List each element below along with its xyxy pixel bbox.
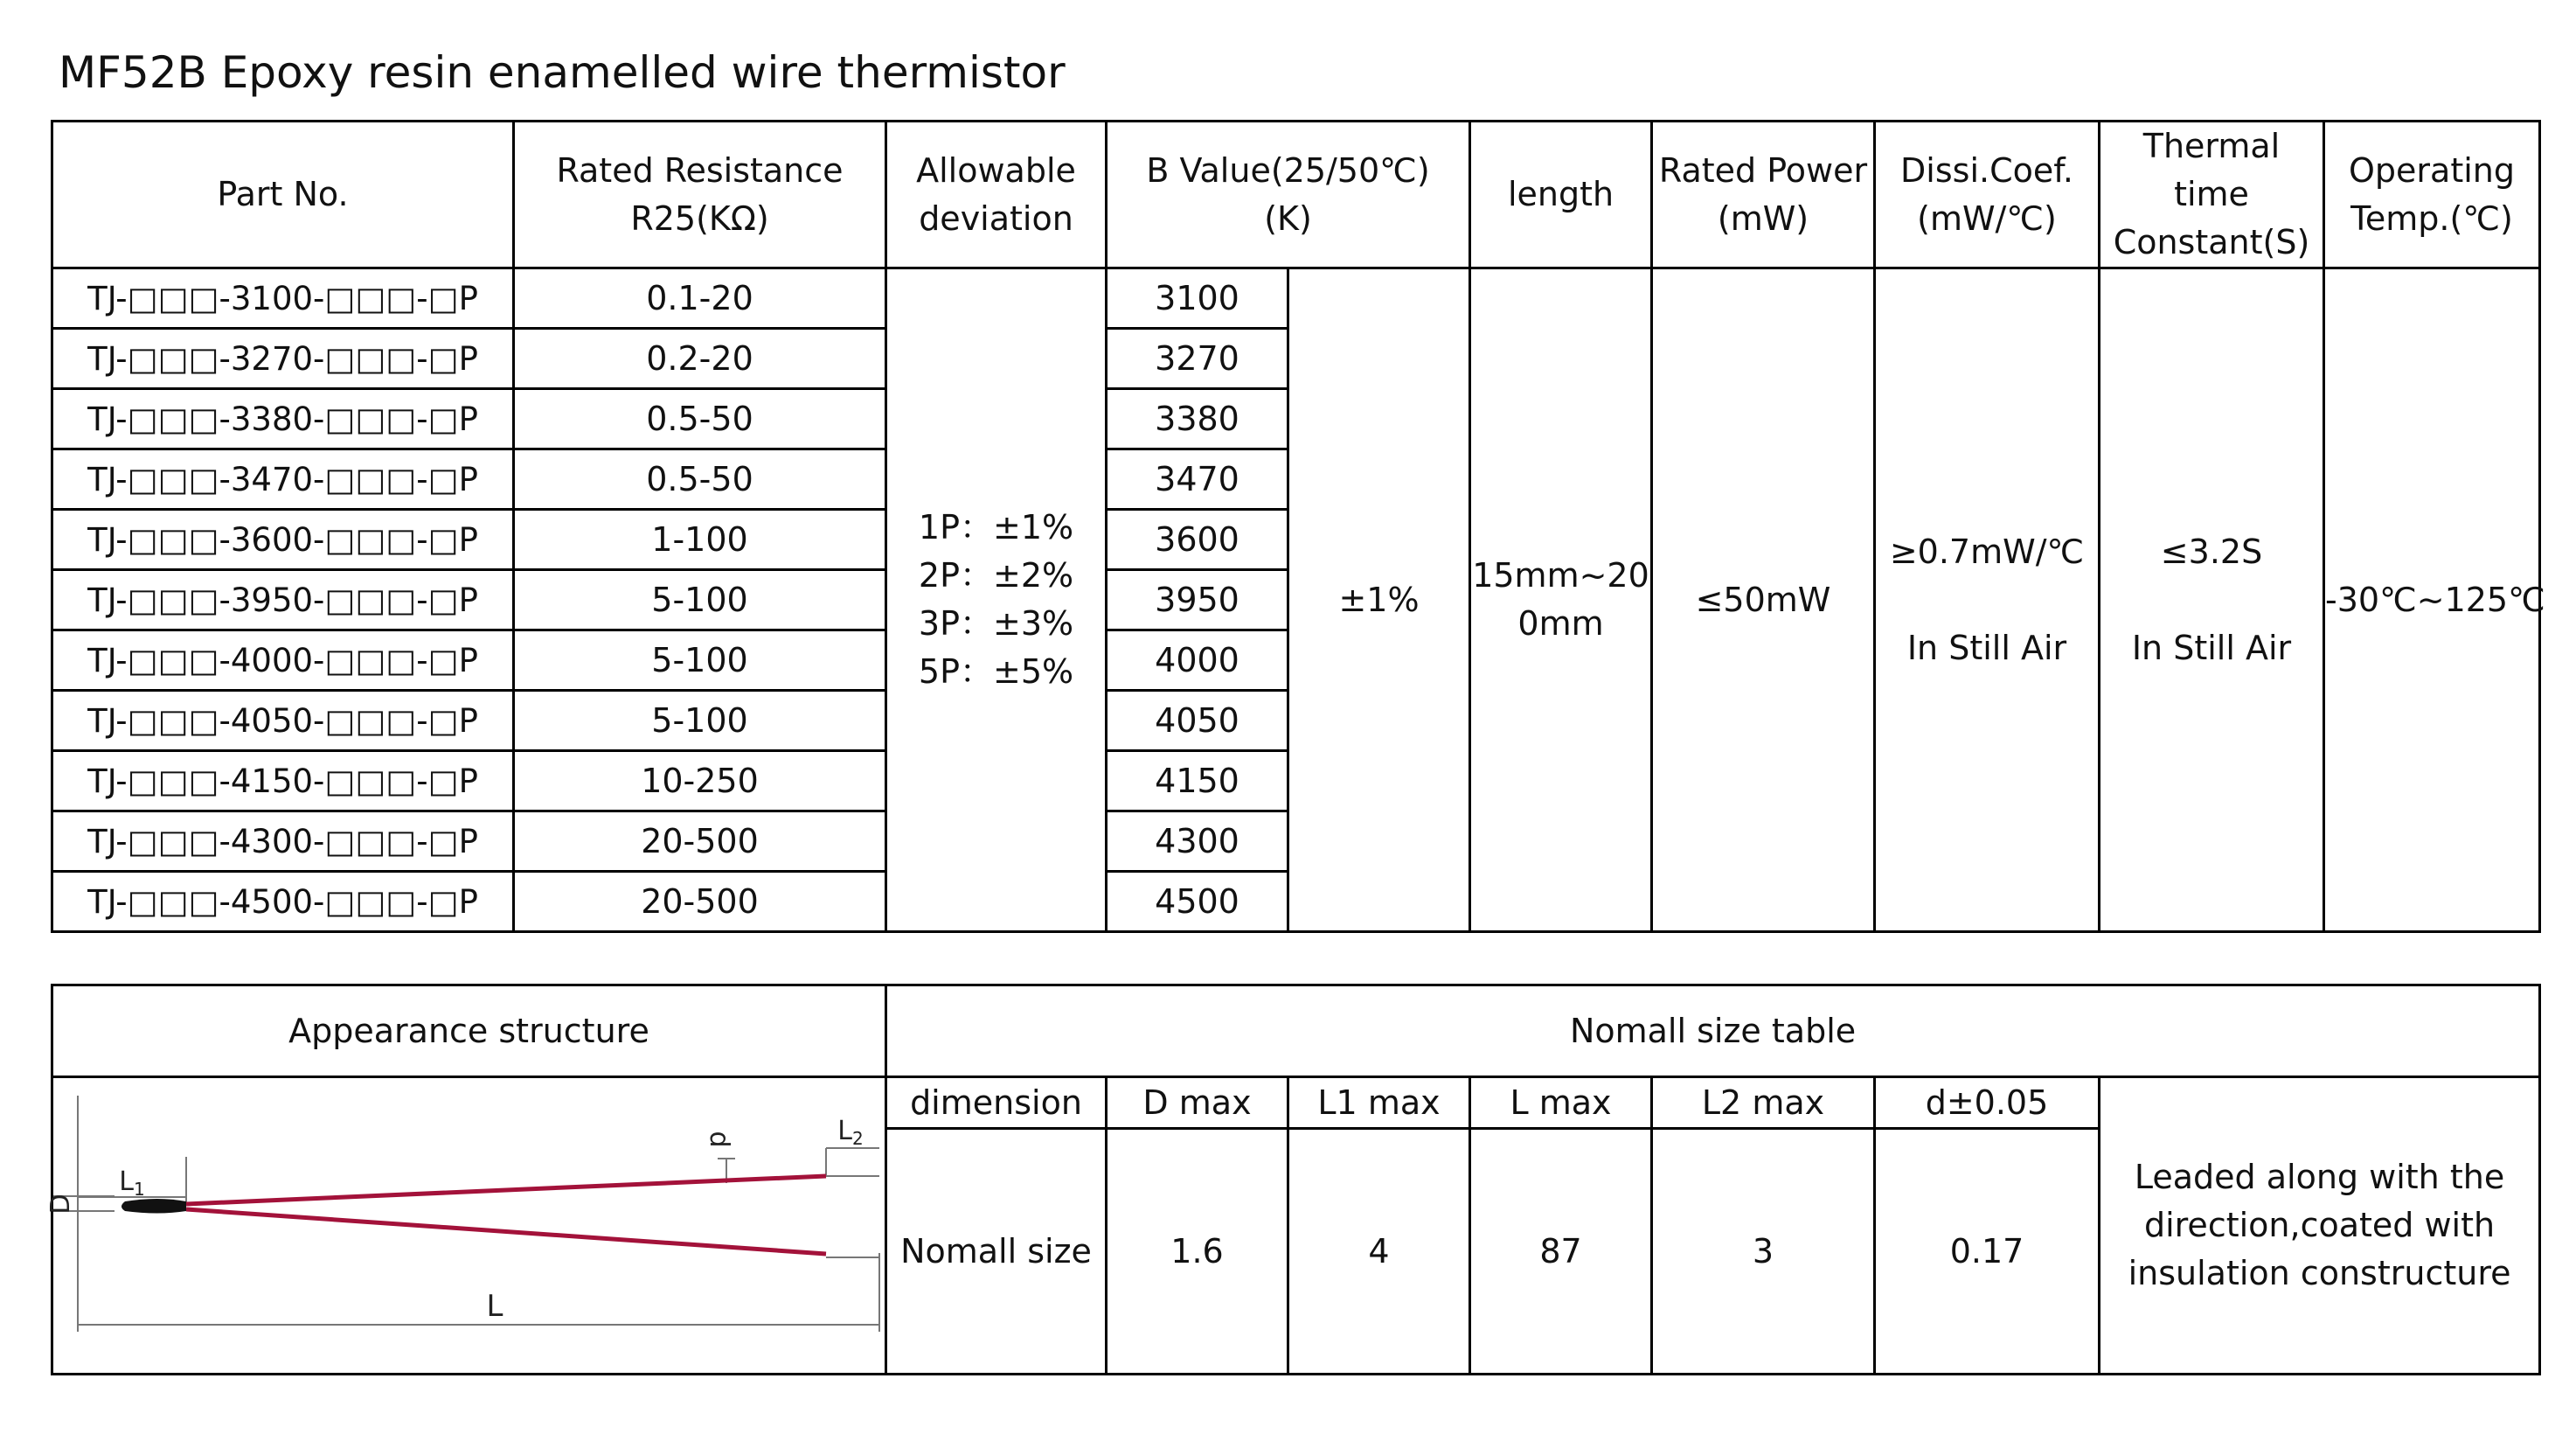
b-tolerance: ±1%	[1288, 268, 1470, 932]
deviation-1p: 1P：±1%	[918, 508, 1074, 547]
part-number: TJ-□□□-3950-□□□-□P	[52, 570, 514, 630]
header-rated-resistance-line2: R25(KΩ)	[630, 198, 769, 238]
rated-power-value: ≤50mW	[1652, 268, 1875, 932]
b-value: 4500	[1107, 872, 1288, 932]
thermal-value-line1: ≤3.2S	[2160, 533, 2263, 572]
col-d-max: D max	[1107, 1077, 1288, 1129]
thermistor-bead	[122, 1199, 186, 1214]
part-number: TJ-□□□-3380-□□□-□P	[52, 389, 514, 449]
rated-resistance: 0.2-20	[514, 329, 886, 389]
b-value: 4300	[1107, 811, 1288, 872]
size-table	[45, 984, 2541, 1375]
length-value-line2: 0mm	[1517, 604, 1604, 644]
part-number: TJ-□□□-4150-□□□-□P	[52, 751, 514, 811]
value-d-max: 1.6	[1107, 1129, 1288, 1375]
header-rated-resistance-line1: Rated Resistance	[556, 150, 844, 190]
col-l-max: L max	[1470, 1077, 1652, 1129]
dissi-value	[1875, 268, 2100, 932]
col-l2-max: L2 max	[1652, 1077, 1875, 1129]
header-deviation-line2: deviation	[919, 198, 1073, 238]
size-columns-row	[52, 1077, 2540, 1129]
header-thermal-line2: Constant(S)	[2113, 223, 2310, 262]
b-value: 3950	[1107, 570, 1288, 630]
header-rated-power-line2: (mW)	[1717, 198, 1809, 238]
value-d-wire: 0.17	[1875, 1129, 2100, 1375]
value-l1-max: 4	[1288, 1129, 1470, 1375]
col-d-wire: d±0.05	[1875, 1077, 2100, 1129]
header-operating-temp	[2324, 122, 2540, 268]
thermal-value-line2: In Still Air	[2131, 629, 2292, 668]
b-value: 3470	[1107, 449, 1288, 510]
header-thermal-line1: Thermal time	[2142, 127, 2281, 214]
deviation-2p: 2P：±2%	[918, 556, 1074, 595]
col-dimension: dimension	[886, 1077, 1107, 1129]
header-thermal-time	[2100, 122, 2324, 268]
length-value-line1: 15mm~20	[1472, 556, 1649, 595]
rated-resistance: 1-100	[514, 510, 886, 570]
b-value: 4000	[1107, 630, 1288, 691]
deviation-3p: 3P：±3%	[918, 604, 1074, 644]
header-operating-line2: Temp.(℃)	[2350, 198, 2513, 238]
part-number: TJ-□□□-4500-□□□-□P	[52, 872, 514, 932]
b-value: 4150	[1107, 751, 1288, 811]
header-allowable-deviation	[886, 122, 1107, 268]
rated-resistance: 0.1-20	[514, 268, 886, 329]
header-rated-resistance	[514, 122, 886, 268]
rated-resistance: 20-500	[514, 872, 886, 932]
b-value: 3600	[1107, 510, 1288, 570]
b-value: 4050	[1107, 691, 1288, 751]
col-l1-max: L1 max	[1288, 1077, 1470, 1129]
header-deviation-line1: Allowable	[916, 150, 1076, 190]
header-dissi-line1: Dissi.Coef.	[1900, 150, 2073, 190]
value-l-max: 87	[1470, 1129, 1652, 1375]
b-value: 3270	[1107, 329, 1288, 389]
deviation-5p: 5P：±5%	[918, 652, 1074, 692]
label-D: D	[45, 1194, 76, 1215]
header-rated-power	[1652, 122, 1875, 268]
part-number: TJ-□□□-3100-□□□-□P	[52, 268, 514, 329]
length-value	[1470, 268, 1652, 932]
operating-value: -30℃~125℃	[2324, 268, 2540, 932]
label-d: d	[704, 1131, 734, 1148]
lead-note-line1: Leaded along with the	[2134, 1157, 2505, 1196]
header-length: length	[1470, 122, 1652, 268]
thermal-value	[2100, 268, 2324, 932]
header-b-value-line1: B Value(25/50℃)	[1146, 150, 1430, 190]
header-dissi-coef	[1875, 122, 2100, 268]
label-L1: $L_1$	[119, 1166, 145, 1200]
label-L2: $L_2$	[837, 1116, 864, 1149]
header-part-no: Part No.	[52, 122, 514, 268]
upper-wire	[186, 1176, 826, 1204]
rated-resistance: 5-100	[514, 630, 886, 691]
lead-note-line3: insulation constructure	[2128, 1254, 2511, 1293]
label-L: L	[486, 1289, 503, 1324]
rated-resistance: 5-100	[514, 570, 886, 630]
b-value: 3100	[1107, 268, 1288, 329]
header-dissi-line2: (mW/℃)	[1917, 198, 2057, 238]
deviation-cell	[886, 268, 1107, 932]
part-number: TJ-□□□-3600-□□□-□P	[52, 510, 514, 570]
lead-note	[2100, 1077, 2540, 1375]
lead-note-line2: direction,coated with	[2143, 1205, 2496, 1244]
header-b-value-line2: (K)	[1264, 198, 1312, 238]
size-table-header: Nomall size table	[886, 985, 2540, 1077]
rated-resistance: 0.5-50	[514, 449, 886, 510]
part-number: TJ-□□□-4300-□□□-□P	[52, 811, 514, 872]
page-title: MF52B Epoxy resin enamelled wire thermistor	[59, 47, 1066, 98]
header-b-value	[1107, 122, 1470, 268]
part-number: TJ-□□□-4050-□□□-□P	[52, 691, 514, 751]
spec-table	[51, 120, 2545, 933]
dissi-value-line2: In Still Air	[1906, 629, 2067, 668]
rated-resistance: 10-250	[514, 751, 886, 811]
appearance-drawing	[45, 1077, 886, 1375]
rated-resistance: 20-500	[514, 811, 886, 872]
table-row	[52, 268, 2540, 329]
header-operating-line1: Operating	[2349, 150, 2515, 190]
part-number: TJ-□□□-4000-□□□-□P	[52, 630, 514, 691]
rated-resistance: 0.5-50	[514, 389, 886, 449]
size-header-row	[52, 985, 2540, 1077]
part-number: TJ-□□□-3470-□□□-□P	[52, 449, 514, 510]
thermistor-drawing	[45, 1078, 887, 1375]
part-number: TJ-□□□-3270-□□□-□P	[52, 329, 514, 389]
appearance-structure-header: Appearance structure	[52, 985, 886, 1077]
rated-resistance: 5-100	[514, 691, 886, 751]
spec-header-row	[52, 122, 2540, 268]
header-rated-power-line1: Rated Power	[1658, 150, 1868, 190]
value-l2-max: 3	[1652, 1129, 1875, 1375]
b-value: 3380	[1107, 389, 1288, 449]
dissi-value-line1: ≥0.7mW/℃	[1889, 533, 2085, 572]
value-dimension: Nomall size	[886, 1129, 1107, 1375]
lower-wire	[186, 1209, 826, 1254]
